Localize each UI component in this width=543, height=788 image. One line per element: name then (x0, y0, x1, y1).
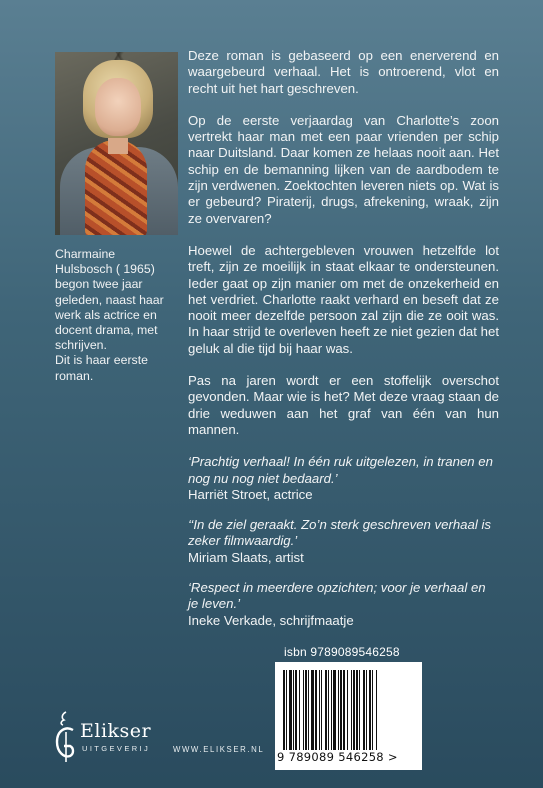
quote-author: Harriët Stroet, actrice (188, 486, 313, 502)
bio-line: schrijven. (55, 338, 107, 353)
bio-line: werk als actrice en (55, 307, 157, 322)
elikser-logo-icon (52, 708, 78, 764)
quote-author: Ineke Verkade, schrijfmaatje (188, 612, 354, 628)
quote-text: ‘Respect in meerdere opzichten; voor je verhaal en je leven.’ (188, 580, 486, 612)
quote-text: ‘‘In de ziel geraakt. Zo’n sterk geschreven verhaal is zeker filmwaardig.’ (188, 517, 491, 549)
review-quote (188, 580, 499, 629)
blurb-paragraph: Deze roman is gebaseerd op een enerverend en waargebeurd verhaal. Het is ontroerend, vlot en recht uit het hart geschreven. (188, 48, 499, 96)
bio-line: Hulsbosch ( 1965) (55, 262, 155, 277)
barcode-icon (283, 670, 414, 750)
blurb-paragraph: Op de eerste verjaardag van Charlotte’s zoon vertrekt haar man met een paar vrienden per schip naar Duitsland. Daar komen ze helaas nooit aan. Het schip en de bemanning lijken van de aardbodem te zijn verdwenen. Zoektochten leveren niets op. Wat is er gebeurd? Piraterij, drugs, afrekening, wraak, zijn ze overvaren? (188, 112, 499, 226)
blurb-paragraph: Hoewel de achtergebleven vrouwen hetzelfde lot treft, zijn ze moeilijk in staat elkaar te ondersteunen. Ieder gaat op zijn manier om met de onzekerheid en het verdriet. Charlotte raakt verhard en beseft dat ze nooit meer dezelfde persoon zal zijn die ze ooit was. In haar strijd te overleven heeft ze niet gezien dat het geluk al die tijd bij haar was. (188, 242, 499, 356)
blurb (188, 48, 499, 643)
quote-author: Miriam Slaats, artist (188, 549, 304, 565)
barcode-digits: 9 789089 546258 > (277, 750, 398, 764)
publisher-sub: UITGEVERIJ (82, 744, 151, 753)
publisher-website: WWW.ELIKSER.NL (173, 745, 265, 754)
author-bio (55, 247, 185, 384)
author-photo (55, 52, 178, 235)
review-quote (188, 454, 499, 503)
bio-line: begon twee jaar (55, 277, 143, 292)
bio-line: geleden, naast haar (55, 292, 164, 307)
isbn-label: isbn 9789089546258 (284, 645, 400, 659)
bio-line: Dit is haar eerste (55, 353, 148, 368)
publisher-name: Elikser (80, 720, 152, 742)
review-quote (188, 517, 499, 566)
bio-line: roman. (55, 368, 94, 383)
barcode (275, 662, 422, 770)
publisher-logo (52, 708, 162, 764)
bio-line: Charmaine (55, 247, 116, 261)
blurb-paragraph: Pas na jaren wordt er een stoffelijk overschot gevonden. Maar wie is het? Met deze vraag staan de drie weduwen aan het graf van één van hun mannen. (188, 373, 499, 437)
bio-line: docent drama, met (55, 323, 158, 338)
quote-text: ‘Prachtig verhaal! In één ruk uitgelezen, in tranen en nog nu nog niet bedaard.’ (188, 454, 493, 486)
